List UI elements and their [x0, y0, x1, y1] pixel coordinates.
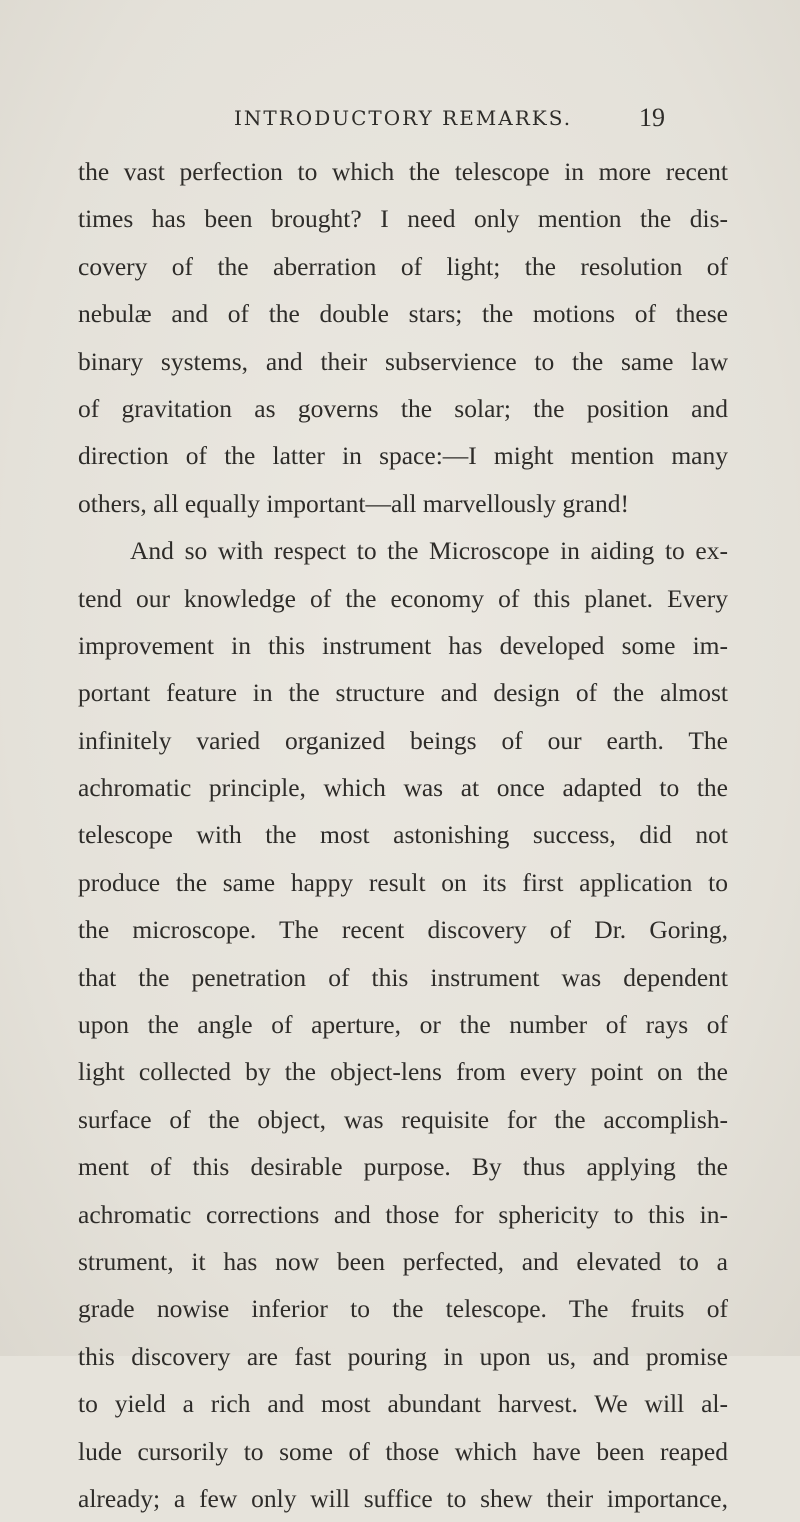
text-line: of gravitation as governs the solar; the position and — [78, 393, 728, 423]
text-line: achromatic corrections and those for sphericity to this in- — [78, 1199, 728, 1229]
text-line: covery of the aberration of light; the resolution of — [78, 251, 728, 281]
text-line: improvement in this instrument has developed some im- — [78, 630, 728, 660]
text-line: surface of the object, was requisite for the accomplish- — [78, 1104, 728, 1134]
running-title: INTRODUCTORY REMARKS. — [234, 106, 573, 130]
text-line: light collected by the object-lens from every point on the — [78, 1057, 728, 1087]
text-line: produce the same happy result on its first application to — [78, 867, 728, 897]
text-line: others, all equally important—all marvellously grand! — [78, 488, 629, 518]
text-line: to yield a rich and most abundant harvest. We will al- — [78, 1389, 728, 1419]
text-line: upon the angle of aperture, or the number of rays of — [78, 1010, 728, 1040]
text-line: infinitely varied organized beings of our earth. The — [78, 725, 728, 755]
text-line: this discovery are fast pouring in upon us, and promise — [78, 1341, 728, 1371]
text-line: strument, it has now been perfected, and elevated to a — [78, 1246, 728, 1276]
text-line: achromatic principle, which was at once adapted to the — [78, 773, 728, 803]
text-line: the vast perfection to which the telescope in more recent — [78, 157, 728, 186]
body-text — [78, 148, 728, 1522]
text-line: nebulæ and of the double stars; the motions of these — [78, 299, 728, 329]
page-number: 19 — [639, 103, 665, 132]
text-line: binary systems, and their subservience to the same law — [78, 346, 728, 376]
text-line: times has been brought? I need only mention the dis- — [78, 204, 728, 234]
text-line: grade nowise inferior to the telescope. The fruits of — [78, 1294, 728, 1324]
text-line: And so with respect to the Microscope in aiding to ex- — [130, 536, 728, 566]
text-line: ment of this desirable purpose. By thus applying the — [78, 1152, 728, 1182]
text-line: telescope with the most astonishing success, did not — [78, 820, 728, 850]
running-head — [0, 103, 800, 138]
text-line: that the penetration of this instrument was dependent — [78, 962, 728, 992]
text-line: portant feature in the structure and design of the almost — [78, 678, 728, 708]
text-line: already; a few only will suffice to shew their importance, — [78, 1483, 728, 1513]
text-line: the microscope. The recent discovery of Dr. Goring, — [78, 915, 728, 945]
text-line: direction of the latter in space:—I might mention many — [78, 441, 728, 471]
text-line: tend our knowledge of the economy of this planet. Every — [78, 583, 728, 613]
text-line: lude cursorily to some of those which have been reaped — [78, 1436, 728, 1466]
